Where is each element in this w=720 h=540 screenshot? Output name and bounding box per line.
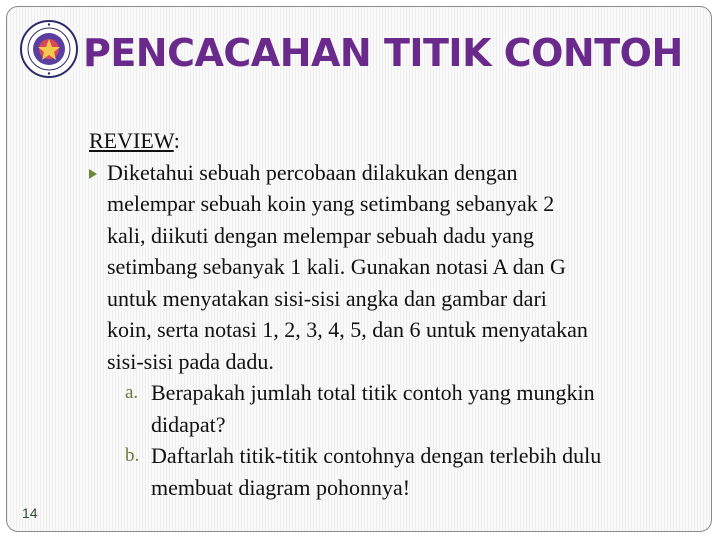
question-item-a	[125, 377, 689, 440]
question-item-b	[125, 440, 689, 503]
paragraph-line: koin, serta notasi 1, 2, 3, 4, 5, dan 6 untuk menyatakan	[107, 317, 588, 342]
slide-title: PENCACAHAN TITIK CONTOH	[83, 31, 683, 75]
slide	[6, 6, 712, 532]
paragraph-line: melempar sebuah koin yang setimbang sebanyak 2	[107, 191, 555, 216]
question-line: membuat diagram pohonnya!	[151, 474, 411, 500]
review-colon: :	[173, 128, 180, 153]
question-line: Daftarlah titik-titik contohnya dengan terlebih dulu	[151, 443, 602, 468]
paragraph-line: untuk menyatakan sisi-sisi angka dan gambar dari	[107, 285, 547, 311]
question-line: Berapakah jumlah total titik contoh yang mungkin	[151, 380, 595, 405]
paragraph-line: kali, diikuti dengan melempar sebuah dadu yang	[107, 222, 535, 248]
problem-paragraph	[89, 157, 689, 504]
slide-content	[89, 125, 689, 503]
question-line: didapat?	[151, 411, 226, 437]
review-label: REVIEW	[89, 128, 174, 153]
page-number: 14	[22, 505, 38, 521]
paragraph-line: setimbang sebanyak 1 kali. Gunakan notasi A dan G	[107, 254, 566, 279]
question-marker: a.	[125, 382, 139, 403]
question-list	[107, 377, 689, 503]
question-marker: b.	[125, 445, 140, 466]
review-heading	[89, 125, 689, 157]
bullet-arrow-icon	[89, 169, 97, 179]
paragraph-line: Diketahui sebuah percobaan dilakukan dengan	[107, 159, 518, 185]
university-seal-icon	[19, 19, 79, 79]
paragraph-line: sisi-sisi pada dadu.	[107, 348, 274, 374]
